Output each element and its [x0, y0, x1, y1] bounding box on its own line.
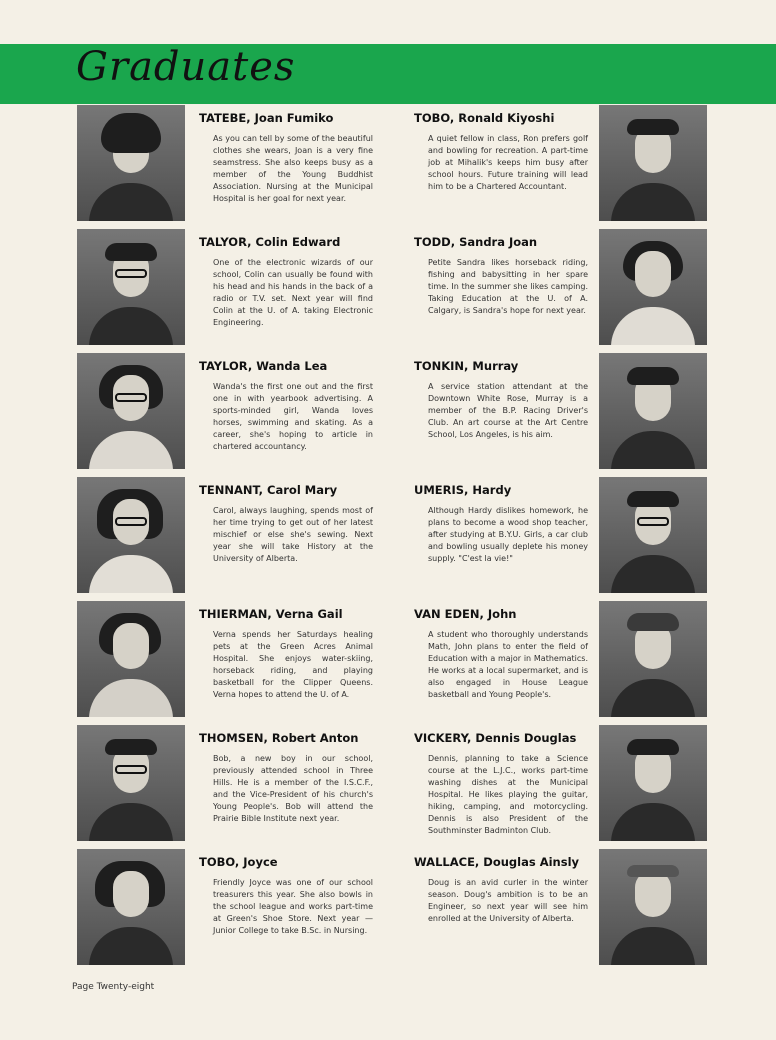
graduate-bio: Dennis, planning to take a Science course at the L.J.C., works part-time washing dishes at the Municipal Hospital. He likes playing the guitar, hiking, camping, and motorcycling. Dennis is also President of the Southminster Badminton Club.: [428, 754, 588, 835]
graduate-bio: Bob, a new boy in our school, previously attended school in Three Hills. He is a member of the I.S.C.F., and the Vice-President of his church's Young People's. Bob will attend the Prairie Bible Institute next year.: [213, 754, 373, 823]
graduate-bio: A service station attendant at the Downtown White Rose, Murray is a member of the B.P. Racing Driver's Club. An art course at the Art Centre School, Los Angeles, is his aim.: [428, 382, 588, 439]
graduate-bio: Verna spends her Saturdays healing pets at the Green Acres Animal Hospital. She enjoys water-skiing, horseback riding, and playing basketball for the Clipper Queens. Verna hopes to attend the U. of A.: [213, 630, 373, 699]
graduate-photo: [77, 725, 185, 841]
graduate-photo: [599, 477, 707, 593]
graduate-bio: Doug is an avid curler in the winter season. Doug's ambition is to be an Engineer, so next year will see him enrolled at the University of Alberta.: [428, 878, 588, 923]
graduate-photo: [599, 725, 707, 841]
graduate-name: TAYLOR, Wanda Lea: [199, 359, 328, 373]
graduate-name: TODD, Sandra Joan: [414, 235, 538, 249]
graduate-name: WALLACE, Douglas Ainsly: [414, 855, 580, 869]
graduate-photo: [599, 105, 707, 221]
graduate-name: THOMSEN, Robert Anton: [199, 731, 359, 745]
graduate-photo: [77, 849, 185, 965]
graduate-bio: One of the electronic wizards of our school, Colin can usually be found with his head and his hands in the back of a radio or T.V. set. Next year will find Colin at the U. of A. taking Electronic Engineering.: [213, 258, 373, 327]
graduate-bio: As you can tell by some of the beautiful clothes she wears, Joan is a very fine seamstress. She also keeps busy as a member of the Young Buddhist Association. Nursing at the Municipal Hospital is her goal for next year.: [213, 134, 373, 203]
graduate-photo: [599, 353, 707, 469]
page-number: Page Twenty-eight: [72, 982, 155, 992]
graduate-photo: [599, 849, 707, 965]
graduate-bio: Petite Sandra likes horseback riding, fishing and babysitting in her spare time. In the summer she likes camping. Taking Education at the U. of A. Calgary, is Sandra's hope for next year.: [428, 258, 588, 315]
graduate-name: TOBO, Joyce: [199, 855, 278, 869]
page-title: Graduates: [76, 44, 296, 90]
graduate-bio: A quiet fellow in class, Ron prefers golf and bowling for recreation. A part-time job at Mihalik's keeps him busy after school hours. Future training will lead him to be a Chartered Accountant.: [428, 134, 588, 191]
graduate-name: TONKIN, Murray: [414, 359, 519, 373]
graduate-name: TOBO, Ronald Kiyoshi: [414, 111, 555, 125]
graduate-bio: Wanda's the first one out and the first one in with yearbook advertising. A sports-minded girl, Wanda loves horses, swimming and skating. As a career, she's hoping to article in chartered accountancy.: [213, 382, 373, 451]
graduate-bio: Carol, always laughing, spends most of her time trying to get out of her latest mischief or else she's sewing. Next year she will take History at the University of Alberta.: [213, 506, 373, 563]
graduate-photo: [77, 105, 185, 221]
graduate-name: TATEBE, Joan Fumiko: [199, 111, 334, 125]
graduate-name: THIERMAN, Verna Gail: [199, 607, 343, 621]
graduate-name: TENNANT, Carol Mary: [199, 483, 338, 497]
graduate-bio: Friendly Joyce was one of our school treasurers this year. She also bowls in the school league and works part-time at Green's Shoe Store. Next year — Junior College to take B.Sc. in Nursing.: [213, 878, 373, 935]
graduate-photo: [599, 601, 707, 717]
graduate-bio: Although Hardy dislikes homework, he plans to become a wood shop teacher, after studying at B.Y.U. Girls, a car club and bowling usually deplete his money supply. "C'est la vie!": [428, 506, 588, 563]
graduate-photo: [77, 353, 185, 469]
graduate-photo: [599, 229, 707, 345]
graduate-name: VICKERY, Dennis Douglas: [414, 731, 577, 745]
graduate-photo: [77, 229, 185, 345]
graduate-photo: [77, 601, 185, 717]
graduate-name: UMERIS, Hardy: [414, 483, 512, 497]
graduate-name: VAN EDEN, John: [414, 607, 517, 621]
graduate-bio: A student who thoroughly understands Math, John plans to enter the field of Education with a major in Mathematics. He works at a local supermarket, and is also engaged in House League basketball and Young People's.: [428, 630, 588, 699]
graduate-name: TALYOR, Colin Edward: [199, 235, 341, 249]
graduate-photo: [77, 477, 185, 593]
